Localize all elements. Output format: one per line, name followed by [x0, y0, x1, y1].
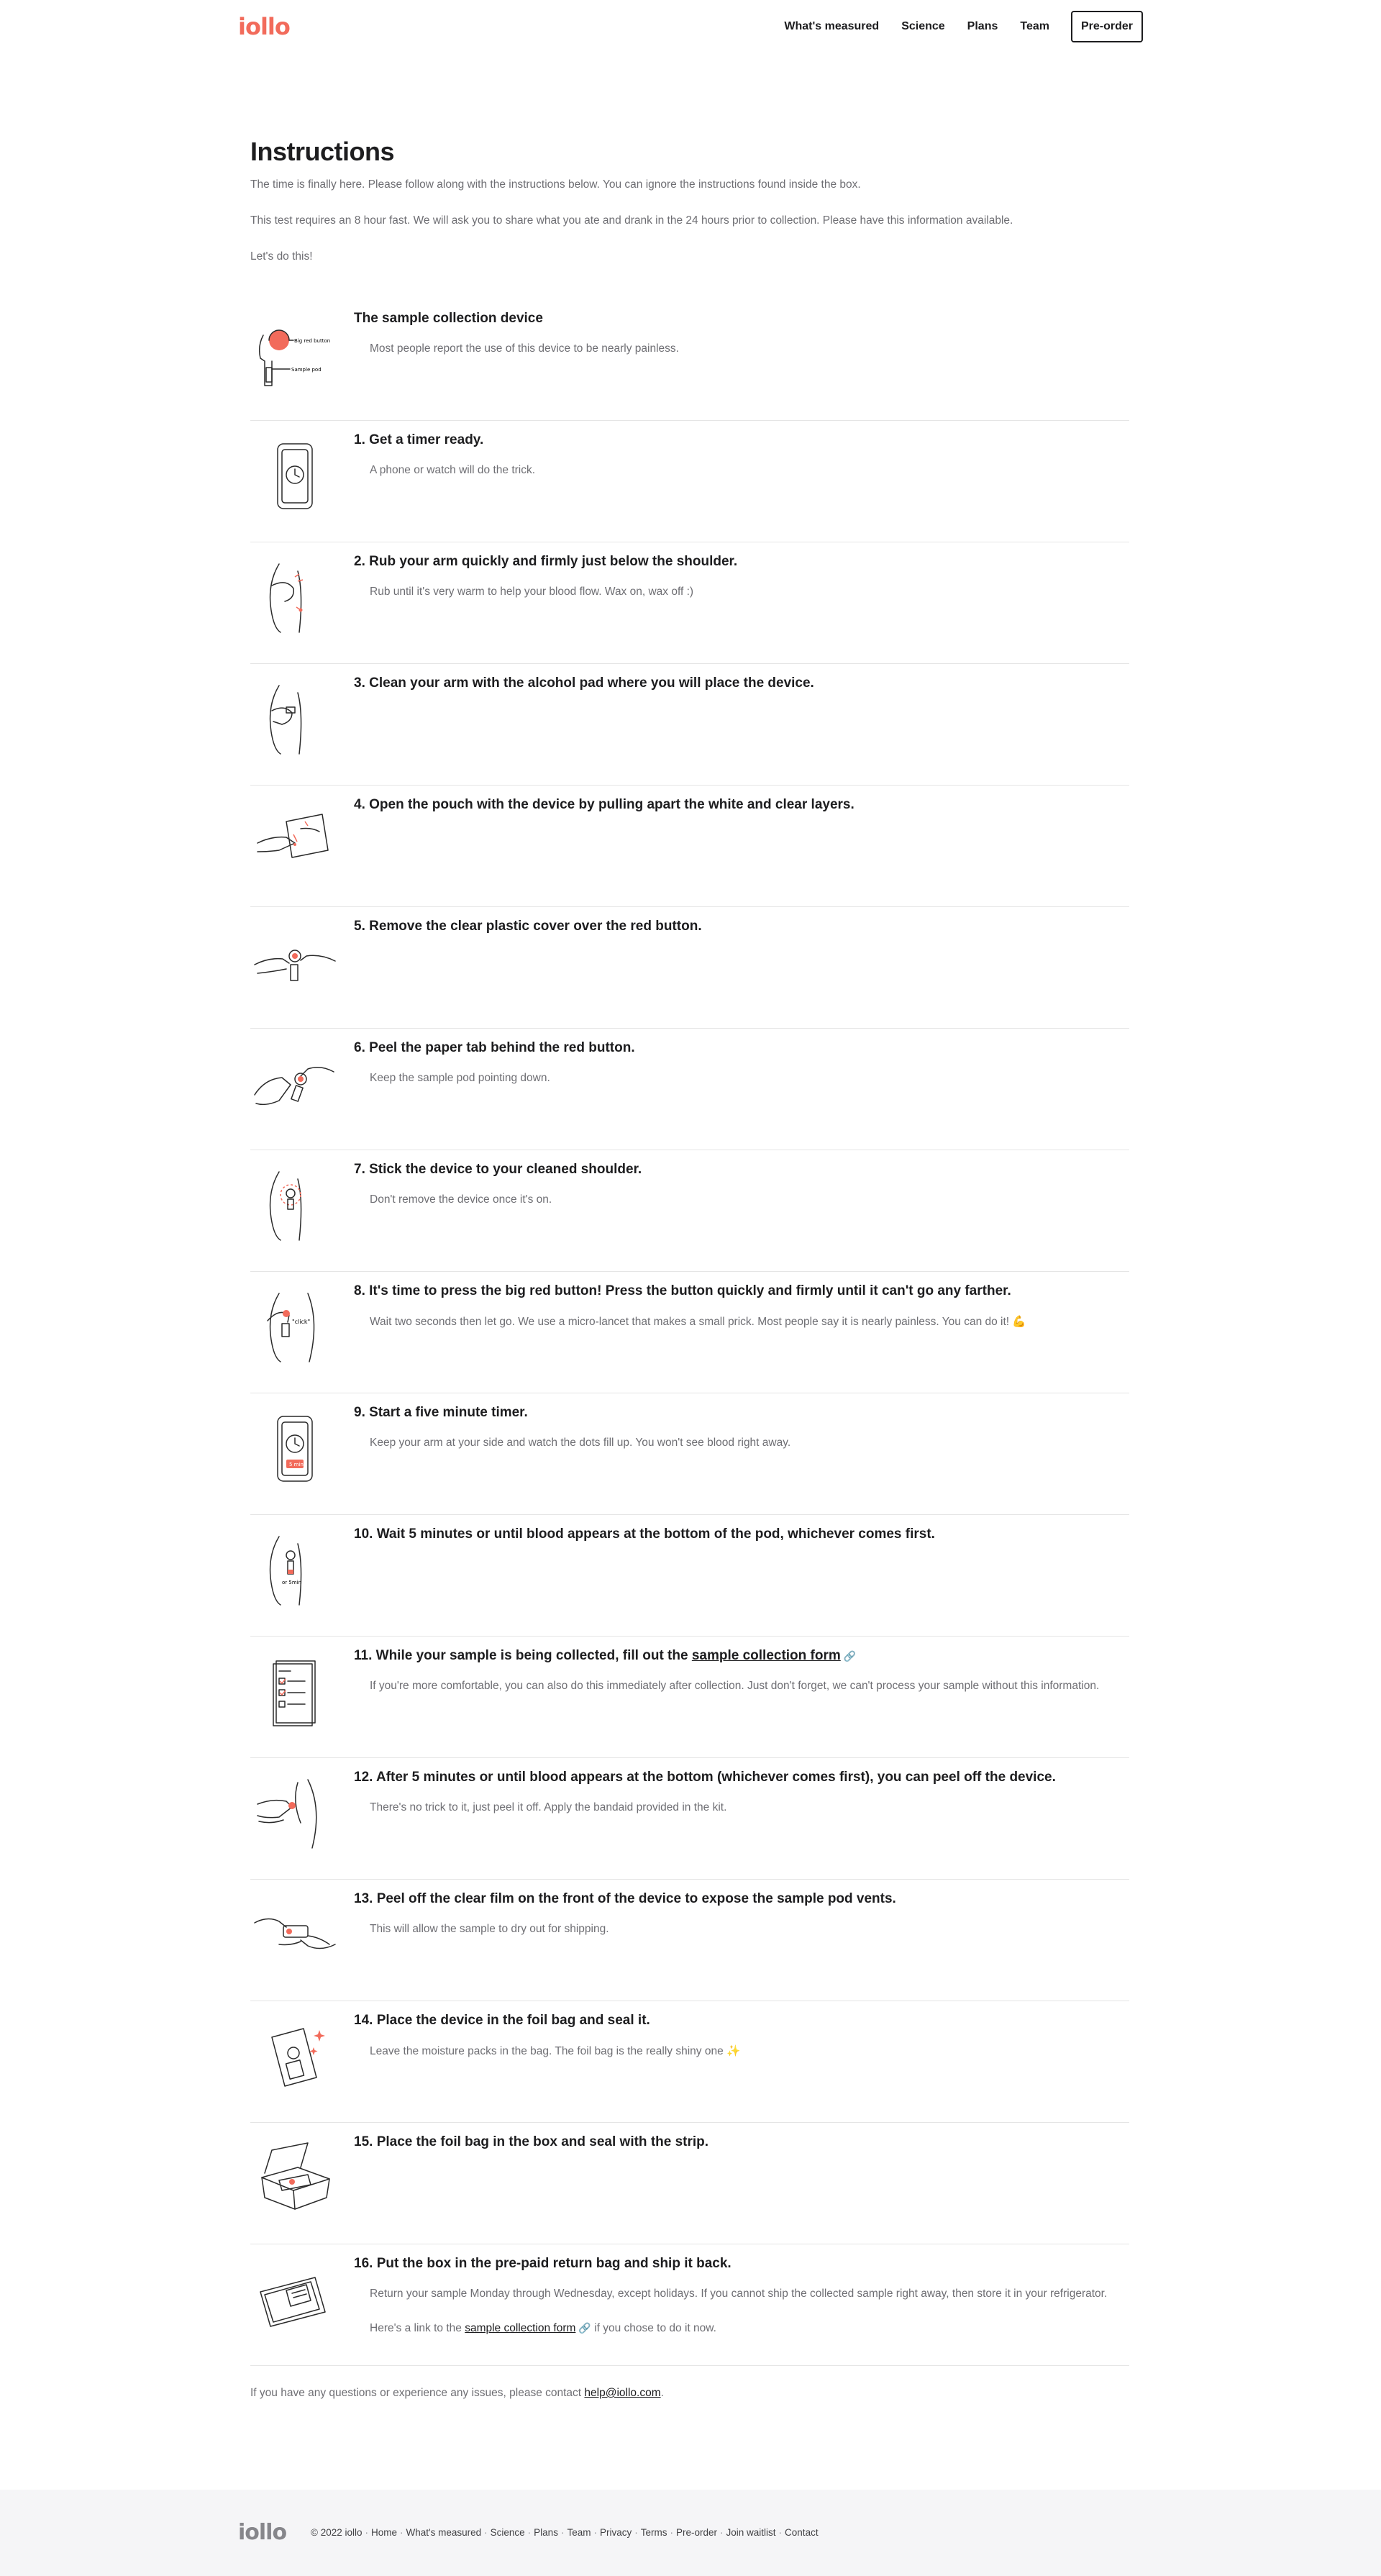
steps-list: [250, 299, 1129, 2366]
device-button-label: Big red button: [294, 338, 331, 344]
intro-text: [250, 178, 1129, 263]
footer-link-terms[interactable]: Terms: [640, 2527, 667, 2538]
step-description: Return your sample Monday through Wednesday, except holidays. If you cannot ship the collected sample right away, then store it in your refrigerator.: [370, 2288, 1108, 2300]
step-title: 3. Clean your arm with the alcohol pad where you will place the device.: [354, 675, 814, 691]
step-description: If you're more comfortable, you can also do this immediately after collection. Just don't forget, we can't process your sample without this information.: [370, 1680, 1100, 1692]
stick-device-icon: [250, 1165, 339, 1244]
footer-link-team[interactable]: Team: [567, 2527, 591, 2538]
device-diagram-icon: [250, 314, 339, 393]
step-title: 10. Wait 5 minutes or until blood appears at the bottom of the pod, whichever comes first.: [354, 1526, 935, 1542]
preorder-button[interactable]: Pre-order: [1071, 11, 1143, 42]
page-title: Instructions: [250, 137, 395, 166]
sample-form-link[interactable]: sample collection form: [691, 1648, 841, 1663]
step-item: [250, 786, 1129, 907]
intro-paragraph: The time is finally here. Please follow along with the instructions below. You can ignore the instructions found inside the box.: [250, 178, 861, 191]
step-description: This will allow the sample to dry out for shipping.: [370, 1923, 609, 1935]
step-item: [250, 2244, 1129, 2366]
step-title: 12. After 5 minutes or until blood appears at the bottom (whichever comes first), you can peel off the device.: [354, 1770, 1056, 1785]
step-item: [250, 1880, 1129, 2001]
foil-bag-icon: [250, 2016, 339, 2095]
step-item: [250, 1637, 1129, 1758]
footer-link-contact[interactable]: Contact: [785, 2527, 819, 2538]
or-5min-label: or 5min: [282, 1580, 302, 1585]
step-item: [250, 1515, 1129, 1637]
step-title: 16. Put the box in the pre-paid return bag and ship it back.: [354, 2256, 731, 2271]
intro-paragraph: This test requires an 8 hour fast. We will ask you to share what you ate and drank in the 24 hours prior to collection. Please have this information available.: [250, 214, 1013, 227]
step-title: 13. Peel off the clear film on the front of the device to expose the sample pod vents.: [354, 1891, 896, 1906]
step-title: 14. Place the device in the foil bag and seal it.: [354, 2013, 650, 2028]
step-title: The sample collection device: [354, 311, 543, 326]
step-item: [250, 1029, 1129, 1150]
step-item: [250, 421, 1129, 542]
step-title: 15. Place the foil bag in the box and seal with the strip.: [354, 2134, 709, 2149]
contact-email-link[interactable]: help@iollo.com: [584, 2387, 661, 2399]
contact-text: [250, 2387, 664, 2400]
step-description: Leave the moisture packs in the bag. The foil bag is the really shiny one ✨: [370, 2045, 741, 2057]
footer-link-plans[interactable]: Plans: [534, 2527, 558, 2538]
step-title: 9. Start a five minute timer.: [354, 1405, 528, 1420]
device-pod-label: Sample pod: [291, 367, 322, 373]
five-minute-timer-icon: [250, 1408, 339, 1487]
phone-timer-icon: [250, 435, 339, 514]
step-item: [250, 1758, 1129, 1880]
wait-blood-icon: [250, 1529, 339, 1608]
brand-logo[interactable]: iollo: [238, 13, 290, 40]
copyright: © 2022 iollo: [311, 2527, 363, 2538]
step-item: [250, 2001, 1129, 2123]
nav-science[interactable]: Science: [901, 20, 945, 32]
nav-plans[interactable]: Plans: [967, 20, 998, 32]
contact-text-post: .: [660, 2387, 664, 2399]
footer-link-preorder[interactable]: Pre-order: [675, 2527, 718, 2538]
peel-device-icon: [250, 1772, 339, 1852]
site-header: [0, 0, 1381, 53]
main-nav: [762, 10, 1143, 43]
peel-tab-icon: [250, 1043, 339, 1122]
nav-team[interactable]: Team: [1020, 20, 1049, 32]
step-title: [354, 1648, 856, 1664]
step-title: 4. Open the pouch with the device by pulling apart the white and clear layers.: [354, 797, 854, 812]
footer-link-home[interactable]: Home: [371, 2527, 398, 2538]
form-checklist-icon: [250, 1651, 339, 1730]
sample-form-link[interactable]: sample collection form: [465, 2322, 576, 2334]
contact-text-pre: If you have any questions or experience any issues, please contact: [250, 2387, 585, 2399]
step-title: 1. Get a timer ready.: [354, 432, 484, 447]
step-item: [250, 299, 1129, 421]
step-title-text: 11. While your sample is being collected, fill out the: [354, 1648, 692, 1663]
footer-link-whats-measured[interactable]: What's measured: [406, 2527, 482, 2538]
link-icon: 🔗: [843, 1650, 857, 1662]
return-bag-icon: [250, 2259, 339, 2338]
box-icon: [250, 2137, 339, 2216]
press-button-icon: [250, 1286, 339, 1365]
step-title: 5. Remove the clear plastic cover over the red button.: [354, 919, 702, 934]
step-item: [250, 1393, 1129, 1515]
step-title: 6. Peel the paper tab behind the red button.: [354, 1040, 635, 1055]
five-min-label: 5 min: [289, 1462, 304, 1467]
nav-whats-measured[interactable]: What's measured: [784, 20, 880, 32]
footer-link-science[interactable]: Science: [490, 2527, 525, 2538]
step-description: Wait two seconds then let go. We use a micro-lancet that makes a small prick. Most people say it is nearly painless. You can do it! 💪: [370, 1316, 1026, 1328]
step-description: Most people report the use of this device to be nearly painless.: [370, 342, 679, 355]
step-description: There's no trick to it, just peel it off. Apply the bandaid provided in the kit.: [370, 1801, 727, 1813]
rub-arm-icon: [250, 557, 339, 636]
step-desc-text: if you chose to do it now.: [591, 2322, 716, 2334]
step-description: Rub until it's very warm to help your blood flow. Wax on, wax off :): [370, 586, 694, 598]
footer-link-privacy[interactable]: Privacy: [599, 2527, 632, 2538]
site-footer: [0, 2490, 1381, 2576]
footer-links: © 2022 iollo · Home · What's measured · Science · Plans · Team · Privacy · Terms · Pre-order · Join waitlist · Contact: [311, 2527, 819, 2538]
step-description: A phone or watch will do the trick.: [370, 464, 536, 476]
footer-logo[interactable]: iollo: [238, 2520, 287, 2545]
step-item: [250, 2123, 1129, 2244]
open-pouch-icon: [250, 800, 339, 879]
intro-paragraph: Let's do this!: [250, 250, 313, 263]
step-item: [250, 664, 1129, 786]
step-desc-text: Here's a link to the: [370, 2322, 465, 2334]
remove-cover-icon: [250, 921, 339, 1001]
step-title: 8. It's time to press the big red button! Press the button quickly and firmly until it can't go any farther.: [354, 1283, 1011, 1298]
step-description: Don't remove the device once it's on.: [370, 1193, 552, 1206]
footer-link-join-waitlist[interactable]: Join waitlist: [726, 2527, 776, 2538]
step-item: [250, 1150, 1129, 1272]
click-label: "click": [292, 1319, 311, 1325]
step-description: Keep your arm at your side and watch the dots fill up. You won't see blood right away.: [370, 1437, 791, 1449]
step-description: [370, 2322, 716, 2335]
step-title: 2. Rub your arm quickly and firmly just below the shoulder.: [354, 554, 738, 569]
step-description: Keep the sample pod pointing down.: [370, 1072, 550, 1084]
clean-arm-icon: [250, 678, 339, 757]
step-item: [250, 907, 1129, 1029]
peel-film-icon: [250, 1894, 339, 1973]
step-item: [250, 1272, 1129, 1393]
instructions-main: [250, 137, 1129, 2366]
link-icon: 🔗: [578, 2322, 591, 2334]
step-title: 7. Stick the device to your cleaned shoulder.: [354, 1162, 642, 1177]
step-item: [250, 542, 1129, 664]
